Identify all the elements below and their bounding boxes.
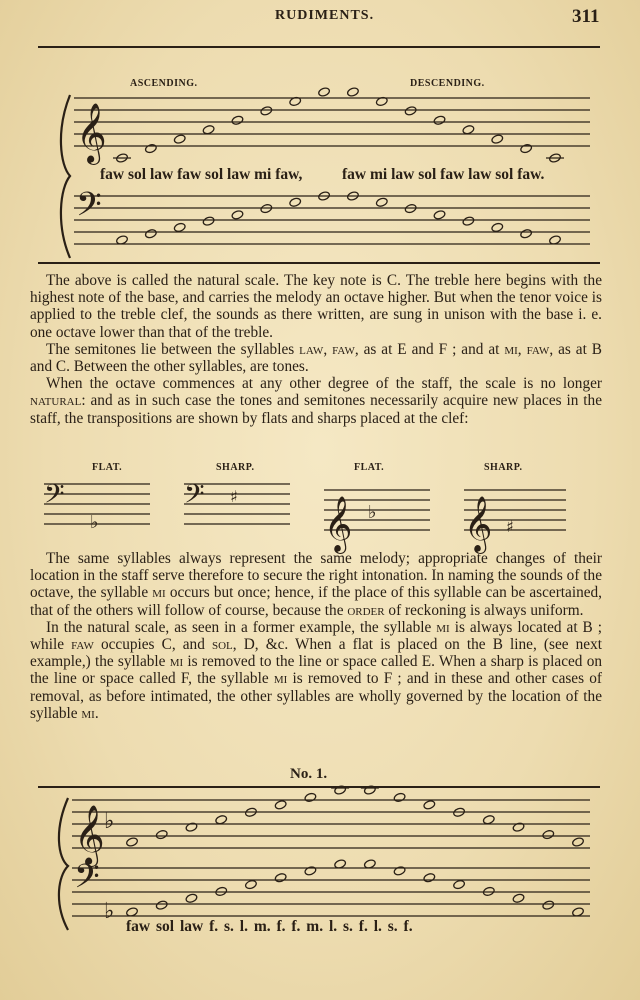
sharp-label-2: SHARP. [484, 462, 523, 473]
note-head [542, 900, 555, 911]
p4-part-b: occurs but once; hence, if the place of this syllable can be ascertained, that of the others will follow of course, because the [30, 584, 602, 619]
svg-text:𝄞: 𝄞 [76, 103, 107, 163]
svg-text:𝄢: 𝄢 [74, 858, 100, 904]
p3-part-a: When the octave commences at any other degree of the staff, the scale is no longer [46, 375, 602, 393]
note-head [155, 829, 168, 840]
flat-label-1: FLAT. [92, 462, 123, 473]
note-head [126, 837, 139, 848]
note-head [512, 893, 525, 904]
p3-natural: natural [30, 392, 82, 410]
svg-text:𝄢: 𝄢 [76, 186, 102, 232]
svg-text:𝄞: 𝄞 [324, 496, 353, 552]
note-head [363, 785, 376, 796]
note-head [185, 893, 198, 904]
note-head [572, 837, 585, 848]
note-head [423, 872, 436, 883]
p2-faw-1: faw [332, 340, 355, 358]
p4-mi: mi [152, 584, 166, 602]
example-no1-title: No. 1. [290, 766, 328, 782]
svg-text:♯: ♯ [506, 517, 514, 536]
descending-label: DESCENDING. [410, 78, 485, 89]
p2-part-c: , as at B and C. Between the other syllables, are tones. [30, 340, 602, 376]
sharp-label-1: SHARP. [216, 462, 255, 473]
note-head [274, 800, 287, 811]
svg-text:𝄞: 𝄞 [74, 805, 105, 865]
svg-text:♭: ♭ [104, 899, 115, 924]
note-head [453, 879, 466, 890]
ascending-label: ASCENDING. [130, 78, 198, 89]
note-head [542, 829, 555, 840]
svg-text:♯: ♯ [230, 487, 238, 506]
p5-part-c: occupies C, and [93, 636, 212, 654]
p5-mi-3: mi [273, 670, 288, 688]
svg-text:𝄢: 𝄢 [184, 478, 205, 516]
page-number: 311 [572, 6, 600, 27]
p4-part-a: The same syllables always represent the same melody; appropriate changes of their location in the staff serve therefore to secure the right intonation. In naming the sounds of the octave, the syllable [30, 550, 602, 602]
note-head [215, 814, 228, 825]
syllables-ascending: faw sol law faw sol law mi faw, [100, 166, 303, 183]
note-head [155, 900, 168, 911]
p5-part-b: is always located at B ; while [30, 618, 602, 654]
p2-part-a: The semitones lie between the syllables [46, 340, 300, 358]
p5-mi-1: mi [436, 618, 450, 636]
note-head [304, 866, 317, 877]
note-head [274, 872, 287, 883]
p5-part-g: . [94, 704, 99, 722]
p5-part-e: is removed to the line or space called E. When a sharp is placed on the line or space called F, the syllable [30, 653, 602, 688]
p3-part-b: : and as in such case the tones and semitones necessarily acquire new places in the staff, the transpositions are shown by flats and sharps placed at the clef: [30, 392, 602, 427]
note-head [423, 800, 436, 811]
note-head [393, 792, 406, 803]
svg-text:𝄞: 𝄞 [464, 496, 493, 552]
p5-sol: sol [211, 636, 233, 654]
p2-law: law [299, 340, 324, 358]
p5-part-a: In the natural scale, as seen in a former example, the syllable [46, 618, 437, 636]
note-head [245, 879, 258, 890]
p5-part-d: , D, &c. When a flat is placed on the B line, (see next example,) the syllable [30, 636, 602, 671]
p2-comma-2: , [517, 340, 527, 358]
paragraph-1-text: The above is called the natural scale. The key note is C. The treble here begins with the highest note of the base, and carries the melody an octave higher. But when the tenor voice is applied to the treble clef, the sounds as there written, are sung in unison with the base i. e. one octave lower than that of the treble. [30, 272, 602, 341]
svg-text:♭: ♭ [104, 809, 115, 834]
p4-part-c: of reckoning is always uniform. [384, 601, 584, 619]
svg-text:♭: ♭ [368, 502, 377, 523]
example-no1-syllables: faw sol law f. s. l. m. f. f. m. l. s. f. l. s. f. [126, 918, 413, 935]
p4-order: order [347, 601, 385, 619]
svg-text:♭: ♭ [90, 512, 99, 533]
svg-text:𝄢: 𝄢 [44, 478, 65, 516]
p5-mi-2: mi [169, 653, 184, 671]
p2-comma-1: , [323, 340, 333, 358]
p5-part-f: is removed to F ; and in these and other cases of removal, as before intimated, the other syllables are wholly governed by the location of the syllable [30, 670, 602, 722]
p5-mi-4: mi [81, 704, 95, 722]
p2-faw-2: faw [526, 340, 550, 358]
syllables-descending: faw mi law sol faw law sol faw. [342, 166, 545, 183]
flat-label-2: FLAT. [354, 462, 385, 473]
note-head [304, 792, 317, 803]
note-head [334, 785, 347, 796]
p2-part-b: , as at E and F ; and at [354, 340, 505, 358]
header-title: RUDIMENTS. [275, 8, 375, 23]
p2-mi: mi [504, 340, 518, 358]
p5-faw: faw [71, 636, 94, 654]
note-head [393, 866, 406, 877]
note-head [482, 814, 495, 825]
